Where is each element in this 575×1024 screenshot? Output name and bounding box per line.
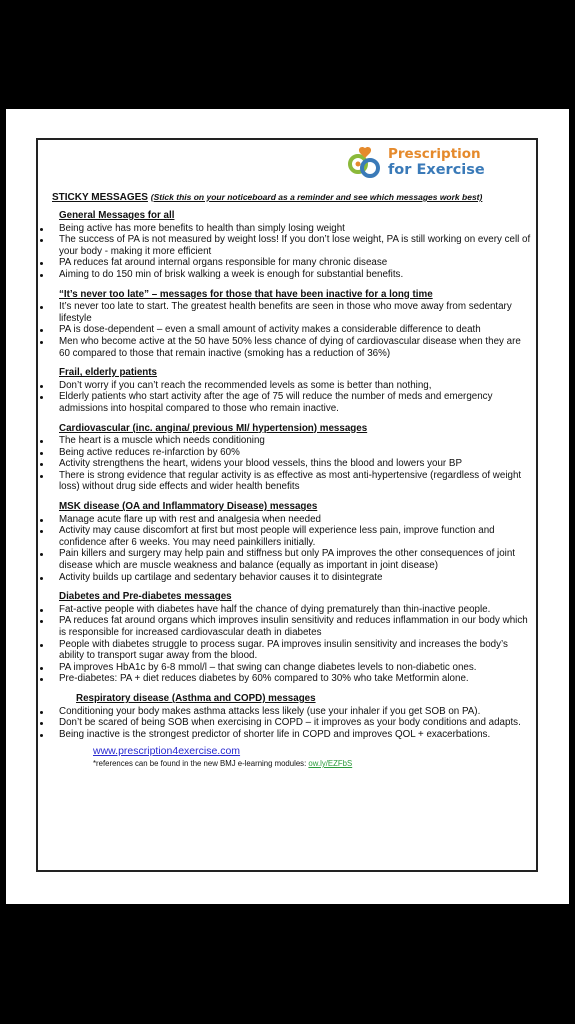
section-cardiovascular <box>38 423 536 494</box>
sticky-title: STICKY MESSAGES <box>52 192 148 203</box>
list-item: PA improves HbA1c by 6-8 mmol/l – that swing can change diabetes levels to non-diabetic ones. <box>38 662 536 674</box>
list-item: Conditioning your body makes asthma attacks less likely (use your inhaler if you get SOB on PA). <box>38 706 536 718</box>
list-item: PA reduces fat around internal organs responsible for many chronic disease <box>38 257 536 269</box>
list-item: Pre-diabetes: PA + diet reduces diabetes by 60% compared to 30% who take Metformin alone. <box>38 673 536 685</box>
list-item: Don’t worry if you can’t reach the recommended levels as some is better than nothing, <box>38 380 536 392</box>
sticky-messages-header <box>52 192 528 203</box>
list-item: There is strong evidence that regular activity is as effective as most anti-hypertensive (regardless of weight loss) without drug side effects and wider health benefits <box>38 470 536 493</box>
section-heading: Cardiovascular (inc. angina/ previous MI/ hypertension) messages <box>59 422 368 434</box>
section-general <box>38 210 536 281</box>
list-item: Being inactive is the strongest predictor of shorter life in COPD and improves QOL + exacerbations. <box>38 729 536 741</box>
list-item: The heart is a muscle which needs conditioning <box>38 435 536 447</box>
logo <box>348 146 498 180</box>
list-item: It’s never too late to start. The greatest health benefits are seen in those who move away from sedentary lifestyle <box>38 301 536 324</box>
section-heading: General Messages for all <box>59 210 175 221</box>
list-item: Aiming to do 150 min of brisk walking a week is enough for substantial benefits. <box>38 269 536 281</box>
section-heading: Frail, elderly patients <box>59 367 158 379</box>
logo-wordmark <box>388 146 485 178</box>
section-never-too-late <box>38 289 536 360</box>
section-respiratory <box>38 693 536 740</box>
poster-frame <box>36 138 538 872</box>
list-item: Men who become active at the 50 have 50% less chance of dying of cardiovascular disease when they are 60 compared to those that remain inactive (smoking has a reduction of 36%) <box>38 336 536 359</box>
section-diabetes <box>38 591 536 685</box>
references-note <box>93 758 536 770</box>
bullet-list <box>38 380 536 415</box>
document-page <box>6 109 569 904</box>
list-item: Activity may cause discomfort at first but most people will experience less pain, improve function and confidence after 6 weeks. You may need painkillers initially. <box>38 525 536 548</box>
bullet-list <box>38 604 536 685</box>
section-heading: Respiratory disease (Asthma and COPD) messages <box>76 692 316 704</box>
list-item: Activity builds up cartilage and sedentary behavior causes it to disintegrate <box>38 572 536 584</box>
list-item: PA is dose-dependent – even a small amount of activity makes a considerable difference to death <box>38 324 536 336</box>
section-heading: “It’s never too late” – messages for those that have been inactive for a long time <box>59 288 433 300</box>
list-item: Fat-active people with diabetes have half the chance of dying prematurely than thin-inactive people. <box>38 604 536 616</box>
section-heading: MSK disease (OA and Inflammatory Disease) messages <box>59 501 318 513</box>
footer-links <box>38 746 536 769</box>
list-item: Being active has more benefits to health than simply losing weight <box>38 223 536 235</box>
sticky-subtitle: (Stick this on your noticeboard as a reminder and see which messages work best) <box>150 192 483 202</box>
logo-line-2: for Exercise <box>388 162 485 178</box>
bullet-list <box>38 435 536 493</box>
bullet-list <box>38 223 536 281</box>
list-item: Manage acute flare up with rest and analgesia when needed <box>38 514 536 526</box>
list-item: The success of PA is not measured by weight loss! If you don’t lose weight, PA is still working on every cell of your body - making it more efficient <box>38 234 536 257</box>
short-link[interactable]: ow.ly/EZFbS <box>308 758 353 768</box>
list-item: Activity strengthens the heart, widens your blood vessels, thins the blood and lowers your BP <box>38 458 536 470</box>
section-msk <box>38 501 536 583</box>
website-link[interactable]: www.prescription4exercise.com <box>93 745 241 758</box>
list-item: Being active reduces re-infarction by 60% <box>38 447 536 459</box>
list-item: Don’t be scared of being SOB when exercising in COPD – it improves as your body conditions and adapts. <box>38 717 536 729</box>
prescription-for-exercise-logo-icon <box>348 146 382 180</box>
bullet-list <box>38 301 536 359</box>
list-item: Pain killers and surgery may help pain and stiffness but only PA improves the other consequences of joint disease which are muscle weakness and balance (equally as important in joint disease) <box>38 548 536 571</box>
list-item: Elderly patients who start activity after the age of 75 will reduce the number of meds and emergency admissions into hospital compared to those who remain inactive. <box>38 391 536 414</box>
list-item: PA reduces fat around organs which improves insulin sensitivity and reduces inflammation in our body which is responsible for increased cardiovascular death in diabetes <box>38 615 536 638</box>
logo-line-1: Prescription <box>388 146 481 162</box>
message-sections <box>38 210 536 770</box>
section-heading: Diabetes and Pre-diabetes messages <box>59 591 232 603</box>
list-item: People with diabetes struggle to process sugar. PA improves insulin sensitivity and increases the body’s ability to transport sugar away from the blood. <box>38 639 536 662</box>
section-frail-elderly <box>38 367 536 414</box>
references-text: *references can be found in the new BMJ e-learning modules: <box>93 758 307 768</box>
bullet-list <box>38 514 536 584</box>
bullet-list <box>38 706 536 741</box>
